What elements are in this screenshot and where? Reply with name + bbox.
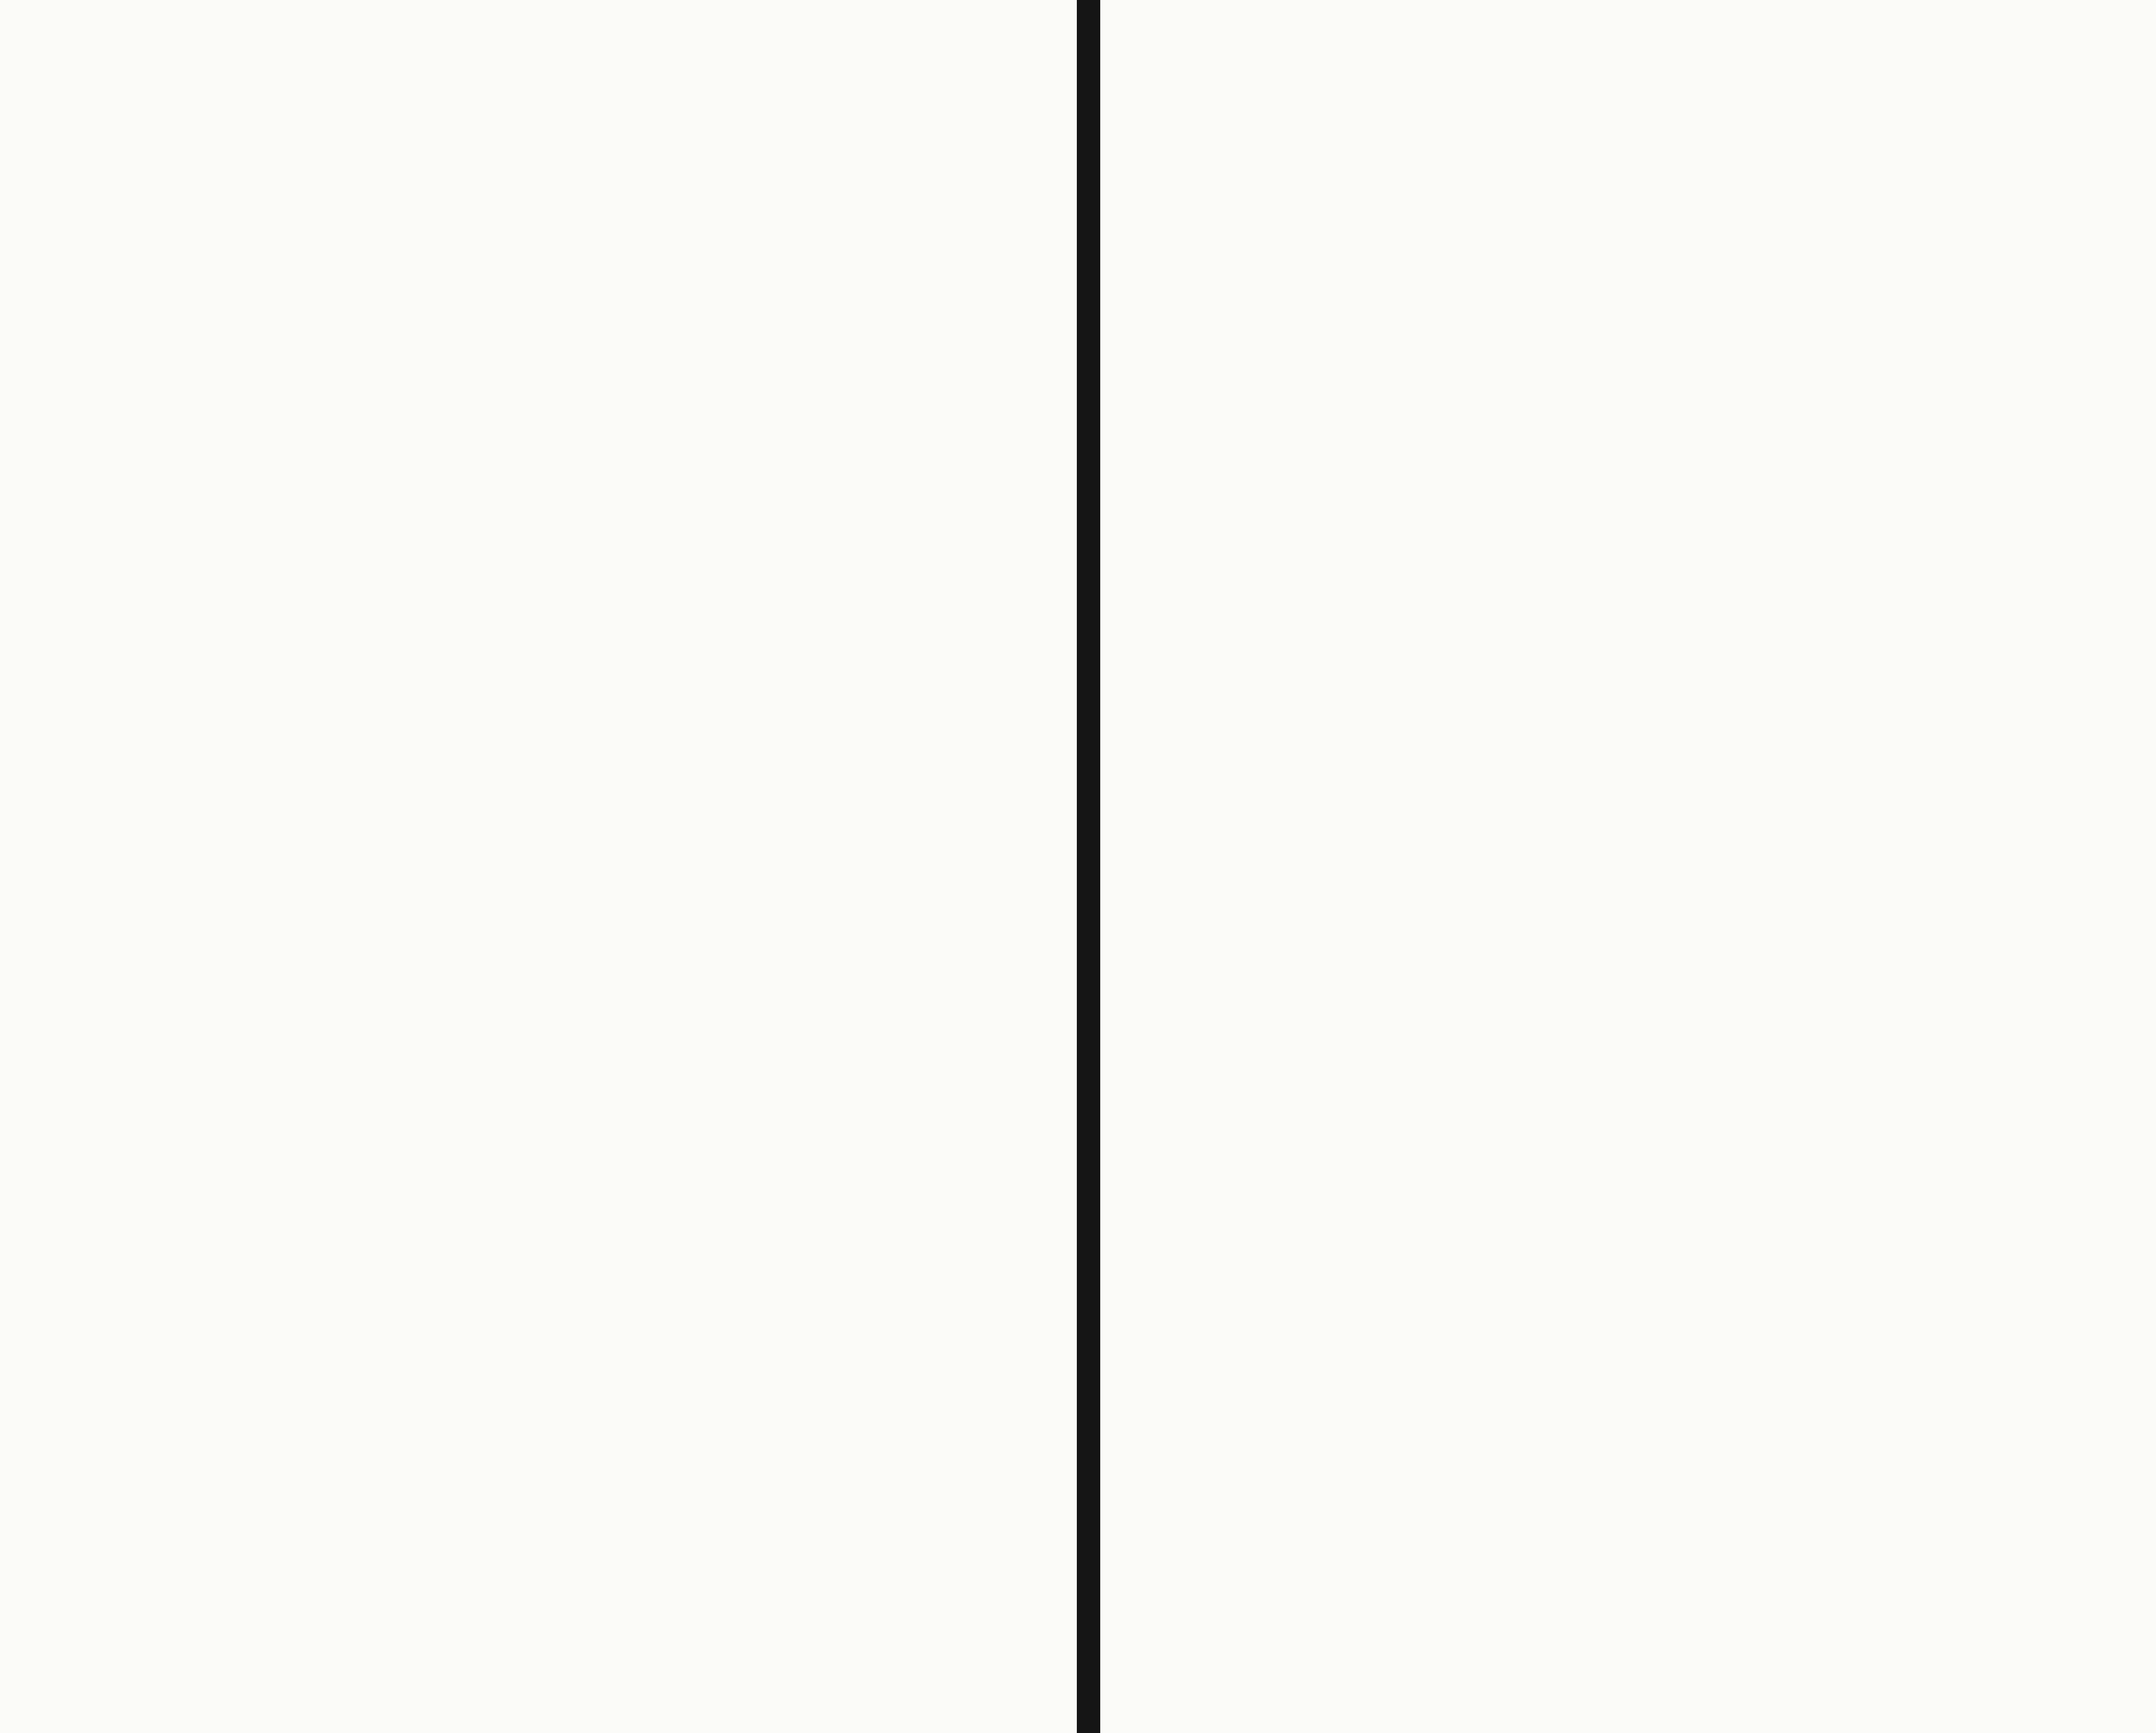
right-page bbox=[1100, 0, 2156, 1733]
book-gutter bbox=[1077, 0, 1100, 1733]
